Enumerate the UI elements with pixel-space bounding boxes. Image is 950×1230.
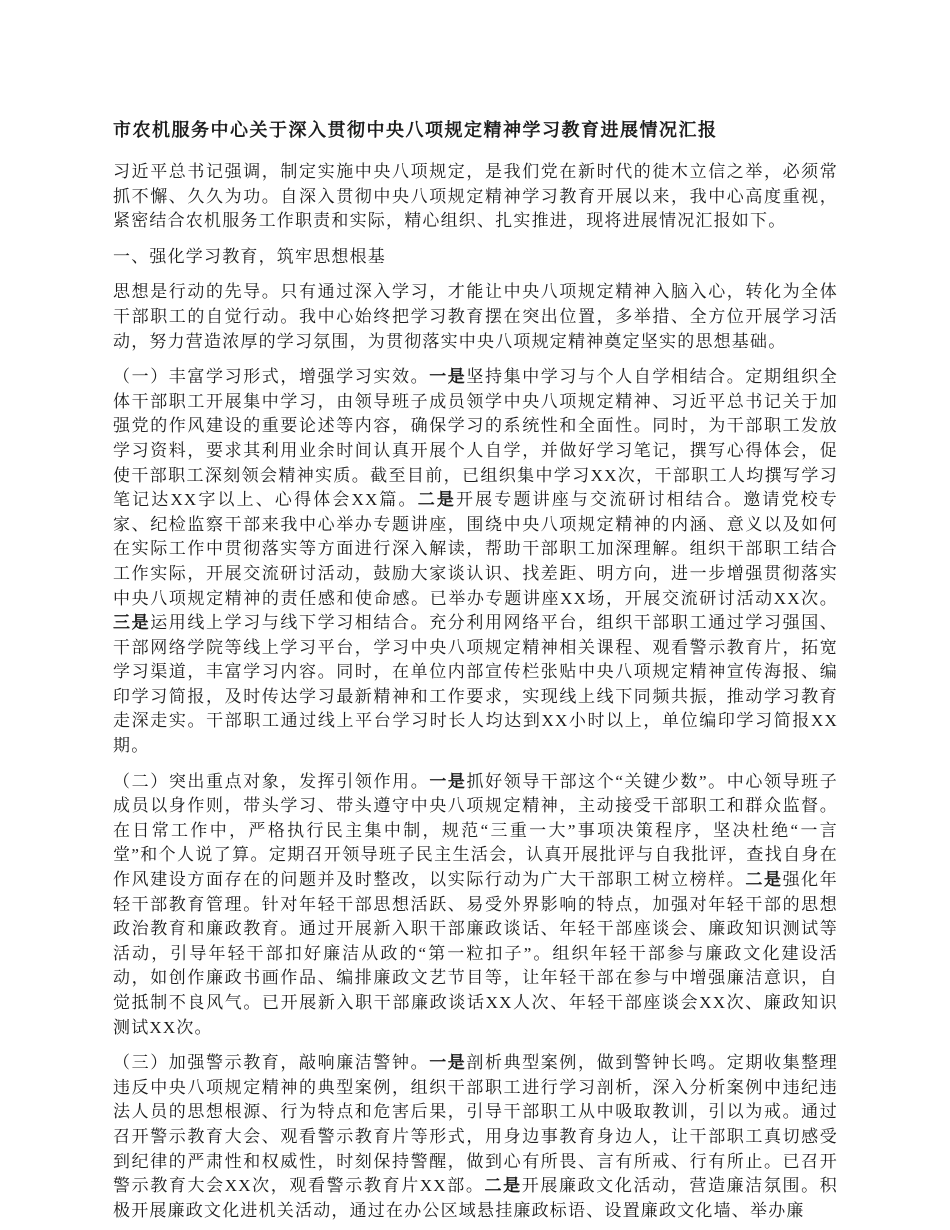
body-paragraph [113, 365, 838, 759]
text-run: （三）加强警示教育，敲响廉洁警钟。 [113, 1053, 430, 1073]
text-run: （二）突出重点对象，发挥引领作用。 [113, 771, 430, 791]
document-title: 市农机服务中心关于深入贯彻中央八项规定精神学习教育进展情况汇报 [113, 120, 718, 140]
text-run: 强化年轻干部教育管理。针对年轻干部思想活跃、易受外界影响的特点，加强对年轻干部的思想政治教育和廉政教育。通过开展新入职干部廉政谈话、年轻干部座谈会、廉政知识测试等活动，引导年轻干部扣好廉洁从政的“第一粒扣子”。组织年轻干部参与廉政文化建设活动，如创作廉政书画作品、编排廉政文艺节目等，让年轻干部在参与中增强廉洁意识，自觉抵制不良风气。已开展新入职干部廉政谈话XX人次、年轻干部座谈会XX次、廉政知识测试XX次。 [113, 870, 838, 1037]
text-run: （一）丰富学习形式，增强学习实效。 [113, 367, 430, 387]
bold-text-run: 三是 [113, 613, 151, 633]
document-body [113, 160, 838, 1223]
text-run: 抓好领导干部这个“关键少数”。中心领导班子成员以身作则，带头学习、带头遵守中央八项规定精神，主动接受干部职工和群众监督。在日常工作中，严格执行民主集中制，规范“三重一大”事项决策程序，坚决杜绝“一言堂”和个人说了算。定期召开领导班子民主生活会，认真开展批评与自我批评，查找自身在作风建设方面存在的问题并及时整改，以实际行动为广大干部职工树立榜样。 [113, 771, 838, 890]
text-run: 习近平总书记强调，制定实施中央八项规定，是我们党在新时代的徙木立信之举，必须常抓不懈、久久为功。自深入贯彻中央八项规定精神学习教育开展以来，我中心高度重视，紧密结合农机服务工作职责和实际，精心组织、扎实推进，现将进展情况汇报如下。 [113, 162, 838, 231]
text-run: 剖析典型案例，做到警钟长鸣。定期收集整理违反中央八项规定精神的典型案例，组织干部职工进行学习剖析，深入分析案例中违纪违法人员的思想根源、行为特点和危害后果，引导干部职工从中吸取教训，引以为戒。通过召开警示教育大会、观看警示教育片等形式，用身边事教育身边人，让干部职工真切感受到纪律的严肃性和权威性，时刻保持警醒，做到心有所畏、言有所戒、行有所止。已召开警示教育大会XX次，观看警示教育片XX部。 [113, 1053, 838, 1196]
bold-text-run: 二是 [745, 870, 783, 890]
body-paragraph [113, 1051, 838, 1223]
bold-text-run: 一是 [429, 367, 467, 387]
section-heading [113, 245, 838, 270]
body-paragraph [113, 770, 838, 1041]
bold-text-run: 一是 [429, 771, 467, 791]
text-run: 思想是行动的先导。只有通过深入学习，才能让中央八项规定精神入脑入心，转化为全体干部职工的自觉行动。我中心始终把学习教育摆在突出位置，多举措、全方位开展学习活动，努力营造浓厚的学习氛围，为贯彻落实中央八项规定精神奠定坚实的思想基础。 [113, 282, 838, 351]
text-run: 运用线上学习与线下学习相结合。充分利用网络平台，组织干部职工通过学习强国、干部网络学院等线上学习平台，学习中央八项规定精神相关课程、观看警示教育片，拓宽学习渠道，丰富学习内容。同时，在单位内部宣传栏张贴中央八项规定精神宣传海报、编印学习简报，及时传达学习最新精神和工作要求，实现线上线下同频共振，推动学习教育走深走实。干部职工通过线上平台学习时长人均达到XX小时以上，单位编印学习简报XX期。 [113, 613, 838, 756]
body-paragraph [113, 160, 838, 234]
text-run: 开展廉政文化活动，营造廉洁氛围。积极开展廉政文化进机关活动，通过在办公区域悬挂廉政标语、设置廉政文化墙、举办廉 [113, 1176, 838, 1220]
body-paragraph [113, 280, 838, 354]
bold-text-run: 一是 [429, 1053, 467, 1073]
bold-text-run: 二是 [484, 1176, 522, 1196]
text-run: 一、强化学习教育，筑牢思想根基 [113, 246, 386, 266]
bold-text-run: 二是 [417, 490, 457, 510]
text-run: 开展专题讲座与交流研讨相结合。邀请党校专家、纪检监察干部来我中心举办专题讲座，围绕中央八项规定精神的内涵、意义以及如何在实际工作中贯彻落实等方面进行深入解读，帮助干部职工加深理解。组织干部职工结合工作实际，开展交流研讨活动，鼓励大家谈认识、找差距、明方向，进一步增强贯彻落实中央八项规定精神的责任感和使命感。已举办专题讲座XX场，开展交流研讨活动XX次。 [113, 490, 839, 608]
text-run: 坚持集中学习与个人自学相结合。定期组织全体干部职工开展集中学习，由领导班子成员领学中央八项规定精神、习近平总书记关于加强党的作风建设的重要论述等内容，确保学习的系统性和全面性。同时，为干部职工发放学习资料，要求其利用业余时间认真开展个人自学，并做好学习笔记，撰写心得体会，促使干部职工深刻领会精神实质。截至目前，已组织集中学习XX次，干部职工人均撰写学习笔记达XX字以上、心得体会XX篇。 [113, 367, 838, 510]
